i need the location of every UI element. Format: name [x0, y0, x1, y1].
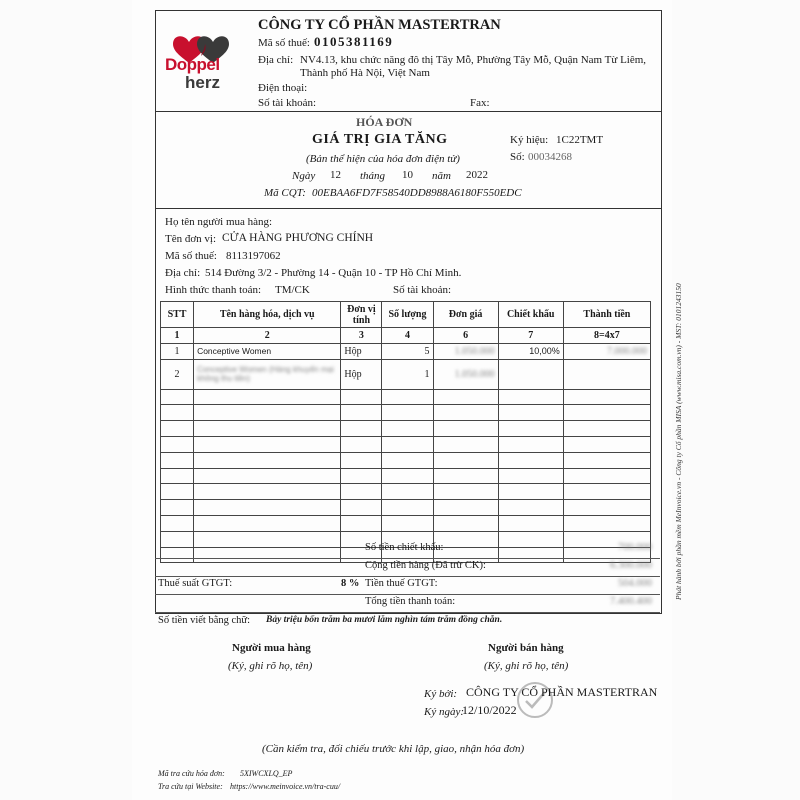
row-price: 1.050.000 — [433, 343, 498, 359]
seller-tax-label: Mã số thuế: — [258, 37, 310, 49]
lookup-site[interactable]: https://www.meinvoice.vn/tra-cuu/ — [230, 782, 341, 791]
summary-words: Bảy triệu bốn trăm ba mươi lăm nghìn tám trăm đồng chẵn. — [266, 615, 503, 625]
col-unit: Đơn vị tính — [341, 302, 382, 328]
summary-total-label: Tổng tiền thanh toán: — [365, 596, 456, 607]
col-price: Đơn giá — [433, 302, 498, 328]
col-qty: Số lượng — [382, 302, 433, 328]
seller-tax-code: 0105381169 — [314, 34, 394, 49]
seller-address-line2: Thành phố Hà Nội, Việt Nam — [300, 67, 430, 79]
summary-total-value: 7.400.400 — [610, 596, 652, 607]
summary-vat-rate: 8 % — [341, 578, 360, 589]
table-row — [161, 343, 651, 359]
buyer-tax-code: 8113197062 — [226, 250, 281, 262]
doppelherz-logo — [165, 30, 243, 98]
logo-text-doppel: Doppel — [165, 55, 220, 74]
table-index-row — [161, 328, 651, 344]
empty-row — [161, 515, 651, 531]
empty-row — [161, 405, 651, 421]
invoice-day: 12 — [330, 169, 341, 181]
buyer-unit-label: Tên đơn vị: — [165, 233, 217, 245]
buyer-tax-label: Mã số thuế: — [165, 250, 217, 262]
row-discount: 10,00% — [498, 343, 563, 359]
row-stt: 1 — [161, 343, 194, 359]
summary-goods-label: Cộng tiền hàng (Đã trừ CK): — [365, 560, 486, 571]
index-cell: 8=4x7 — [563, 328, 650, 344]
seller-account-label: Số tài khoản: — [258, 97, 317, 109]
logo-text-herz: herz — [185, 73, 220, 92]
index-cell: 2 — [194, 328, 341, 344]
row-qty: 5 — [382, 343, 433, 359]
buyer-address-label: Địa chỉ: — [165, 267, 201, 279]
invoice-number-label: Số: — [510, 151, 525, 163]
buyer-name-label: Họ tên người mua hàng: — [165, 216, 273, 228]
invoice-year-label: năm — [432, 170, 451, 182]
empty-row — [161, 452, 651, 468]
buyer-payment: TM/CK — [275, 284, 310, 296]
col-amount: Thành tiền — [563, 302, 650, 328]
buyer-account-label: Số tài khoản: — [393, 284, 452, 296]
summary-goods-row — [155, 558, 660, 577]
items-table — [160, 301, 651, 563]
row-amount — [563, 359, 650, 389]
summary-discount-value: 700.000 — [617, 542, 652, 553]
summary-discount-row — [155, 540, 660, 559]
empty-row — [161, 421, 651, 437]
col-name: Tên hàng hóa, dịch vụ — [194, 302, 341, 328]
lookup-code-label: Mã tra cứu hóa đơn: — [158, 769, 225, 778]
seller-phone-label: Điện thoại: — [258, 82, 308, 94]
signed-date-label: Ký ngày: — [424, 706, 465, 718]
signed-date: 12/10/2022 — [462, 703, 517, 717]
summary-goods-value: 6.300.000 — [610, 560, 652, 571]
buyer-payment-label: Hình thức thanh toán: — [165, 284, 262, 296]
row-amount: 7.000.000 — [563, 343, 650, 359]
summary-total-row — [155, 594, 660, 613]
buyer-address: 514 Đường 3/2 - Phường 14 - Quận 10 - TP Hồ Chí Minh. — [205, 267, 462, 279]
empty-row — [161, 389, 651, 405]
row-name: Conceptive Women (Hàng khuyến mại không thu tiền) — [194, 359, 341, 389]
buyer-unit: CỬA HÀNG PHƯƠNG CHÍNH — [222, 232, 374, 244]
invoice-symbol: 1C22TMT — [556, 134, 604, 146]
row-unit: Hộp — [341, 343, 382, 359]
empty-row — [161, 436, 651, 452]
footer-note: (Cần kiểm tra, đối chiếu trước khi lập, giao, nhận hóa đơn) — [262, 743, 525, 755]
invoice-cqt-code: 00EBAA6FD7F58540DD8988A6180F550EDC — [312, 187, 522, 199]
row-discount — [498, 359, 563, 389]
seller-sign-hint: (Ký, ghi rõ họ, tên) — [484, 660, 569, 672]
buyer-sign-title: Người mua hàng — [232, 642, 311, 654]
col-discount: Chiết khấu — [498, 302, 563, 328]
index-cell: 7 — [498, 328, 563, 344]
invoice-date-prefix: Ngày — [292, 170, 316, 182]
row-unit: Hộp — [341, 359, 382, 389]
invoice-cqt-label: Mã CQT: — [264, 187, 306, 199]
invoice-symbol-label: Ký hiệu: — [510, 134, 549, 146]
summary-vat-row — [155, 576, 660, 595]
invoice-title-1: HÓA ĐƠN — [356, 115, 413, 129]
summary-discount-label: Số tiền chiết khấu: — [365, 542, 444, 553]
index-cell: 4 — [382, 328, 433, 344]
summary-vat-amount-label: Tiền thuế GTGT: — [365, 578, 438, 589]
summary-vat-amount: 504.000 — [617, 578, 652, 589]
buyer-sign-hint: (Ký, ghi rõ họ, tên) — [228, 660, 313, 672]
invoice-month: 10 — [402, 169, 413, 181]
index-cell: 6 — [433, 328, 498, 344]
row-qty: 1 — [382, 359, 433, 389]
invoice-subtitle: (Bản thể hiện của hóa đơn điện tử) — [306, 153, 460, 165]
summary-vat-rate-label: Thuế suất GTGT: — [158, 578, 233, 589]
seller-address-label: Địa chỉ: — [258, 54, 294, 66]
empty-row — [161, 500, 651, 516]
invoice-number: 00034268 — [528, 151, 572, 163]
signed-by: CÔNG TY CỔ PHẦN MASTERTRAN — [466, 685, 658, 699]
row-price: 1.050.000 — [433, 359, 498, 389]
invoice-month-label: tháng — [360, 170, 386, 182]
seller-company: CÔNG TY CỔ PHẦN MASTERTRAN — [258, 17, 501, 33]
lookup-code: 5XIWCXLQ_EP — [240, 769, 293, 778]
table-row — [161, 359, 651, 389]
seller-fax-label: Fax: — [470, 97, 490, 109]
lookup-site-label: Tra cứu tại Website: — [158, 782, 223, 791]
signed-by-label: Ký bởi: — [424, 688, 458, 700]
index-cell: 3 — [341, 328, 382, 344]
side-issuer-text: Phát hành bởi phần mềm MeInvoice.vn - Công ty Cổ phần MISA (www.misa.com.vn) - MST: 0101243150 — [674, 283, 683, 600]
row-name: Conceptive Women — [194, 343, 341, 359]
empty-row — [161, 484, 651, 500]
col-stt: STT — [161, 302, 194, 328]
row-stt: 2 — [161, 359, 194, 389]
invoice-year: 2022 — [466, 169, 488, 181]
seller-sign-title: Người bán hàng — [488, 642, 564, 654]
invoice-title-2: GIÁ TRỊ GIA TĂNG — [312, 132, 448, 147]
seller-address-line1: NV4.13, khu chức năng đô thị Tây Mỗ, Phường Tây Mỗ, Quận Nam Từ Liêm, — [300, 54, 647, 66]
summary-words-label: Số tiền viết bằng chữ: — [158, 615, 251, 626]
index-cell: 1 — [161, 328, 194, 344]
table-header-row — [161, 302, 651, 328]
empty-row — [161, 468, 651, 484]
